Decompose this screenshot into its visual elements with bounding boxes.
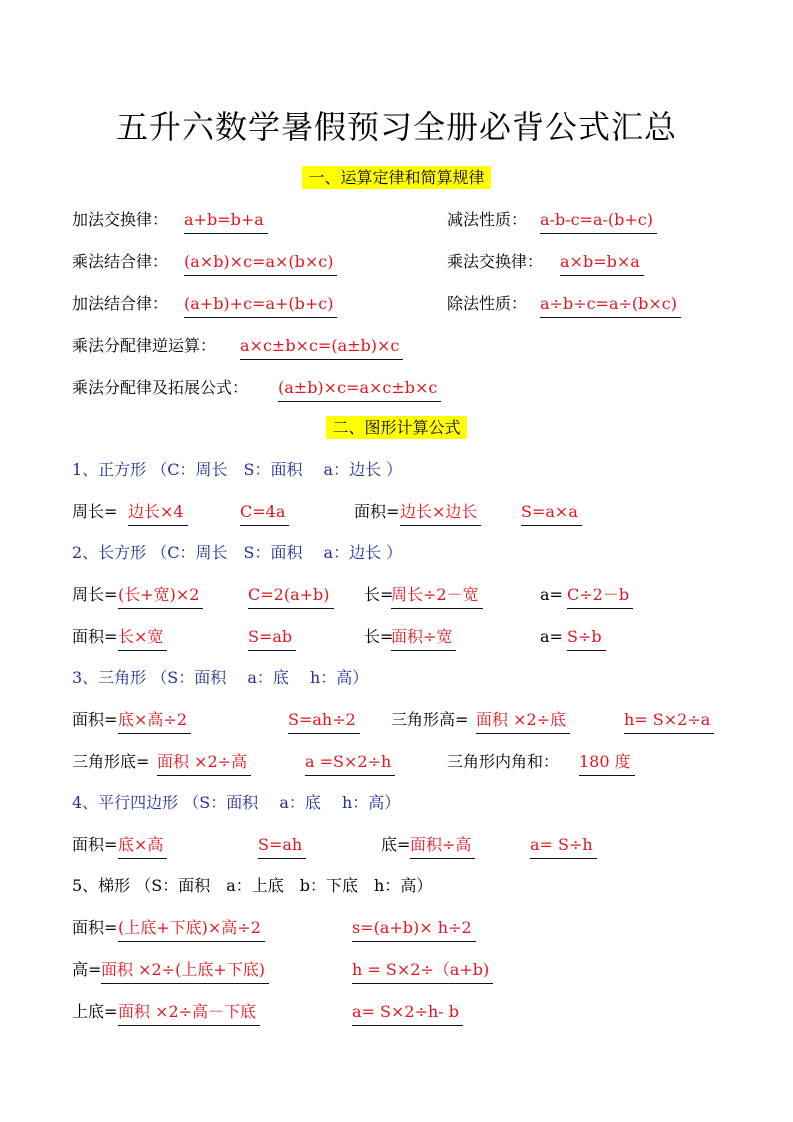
section-heading-shapes	[0, 416, 793, 440]
formula-label: 周长=	[72, 502, 118, 521]
formula-label: 三角形高=	[391, 710, 469, 729]
formula-symbol: h= S×2÷a	[624, 707, 714, 734]
formula-label: 面积=	[72, 835, 118, 854]
law-formula: a-b-c=a-(b+c)	[540, 207, 657, 234]
formula-row	[0, 749, 793, 775]
law-label: 减法性质：	[447, 210, 528, 229]
formula-text: 面积÷宽	[391, 624, 456, 651]
formula-symbol: S=ab	[248, 624, 296, 651]
shape-header-square	[0, 457, 793, 483]
formula-text: 面积 ×2÷(上底+下底)	[101, 957, 269, 984]
formula-label: 三角形底=	[72, 752, 150, 771]
formula-label: 高=	[72, 960, 102, 979]
formula-symbol: h = S×2÷（a+b)	[352, 957, 493, 984]
law-label: 乘法分配律及拓展公式：	[72, 378, 249, 397]
formula-row	[0, 915, 793, 941]
law-formula: a+b=b+a	[184, 207, 268, 234]
formula-symbol: S=ah	[258, 832, 306, 859]
law-row	[0, 249, 793, 275]
formula-label: 面积=	[72, 710, 118, 729]
formula-label: a=	[540, 627, 563, 646]
formula-symbol: s=(a+b)× h÷2	[352, 915, 476, 942]
law-label: 加法交换律：	[72, 210, 169, 229]
formula-symbol: S=ah÷2	[288, 707, 360, 734]
formula-label: 长=	[364, 585, 394, 604]
formula-row	[0, 624, 793, 650]
formula-label: 上底=	[72, 1002, 118, 1021]
formula-symbol: C÷2－b	[567, 582, 633, 609]
formula-symbol: S=a×a	[521, 499, 582, 526]
formula-text: 底×高÷2	[118, 707, 191, 734]
formula-text: 底×高	[118, 832, 167, 859]
law-row	[0, 291, 793, 317]
formula-text: 长×宽	[118, 624, 167, 651]
formula-row	[0, 582, 793, 608]
law-formula: a÷b÷c=a÷(b×c)	[540, 291, 681, 318]
shape-header-trapezoid	[0, 873, 793, 899]
formula-symbol: C=4a	[240, 499, 289, 526]
shape-header-triangle	[0, 665, 793, 691]
law-formula: (a+b)+c=a+(b+c)	[184, 291, 337, 318]
formula-text: 面积÷高	[410, 832, 475, 859]
law-label: 加法结合律：	[72, 294, 169, 313]
formula-text: 面积 ×2÷高	[157, 749, 251, 776]
law-label: 乘法分配律逆运算：	[72, 336, 217, 355]
formula-label: 面积=	[354, 502, 400, 521]
formula-row	[0, 499, 793, 525]
formula-symbol: a= S×2÷h- b	[352, 999, 463, 1026]
shape-header-rectangle	[0, 540, 793, 566]
formula-text: 边长×边长	[400, 499, 481, 526]
formula-symbol: C=2(a+b)	[248, 582, 334, 609]
formula-text: (长+宽)×2	[118, 582, 203, 609]
shape-header-text: 1、正方形 （C：周长 S：面积 a：边长 ）	[72, 460, 403, 479]
formula-text: 周长÷2－宽	[391, 582, 483, 609]
formula-row	[0, 999, 793, 1025]
formula-symbol: S÷b	[567, 624, 606, 651]
formula-label: 三角形内角和：	[447, 752, 560, 771]
law-formula: a×c±b×c=(a±b)×c	[240, 333, 403, 360]
shape-header-text: 5、梯形 （S：面积 a：上底 b：下底 h：高）	[72, 876, 433, 895]
formula-label: 面积=	[72, 627, 118, 646]
page-title: 五升六数学暑假预习全册必背公式汇总	[115, 108, 677, 146]
formula-label: 长=	[364, 627, 394, 646]
formula-row	[0, 832, 793, 858]
section-heading-laws	[0, 166, 793, 190]
section-heading-text: 二、图形计算公式	[326, 416, 466, 439]
formula-text: 边长×4	[128, 499, 188, 526]
law-label: 乘法结合律：	[72, 252, 169, 271]
formula-row	[0, 707, 793, 733]
shape-header-parallelogram	[0, 790, 793, 816]
formula-label: 底=	[381, 835, 411, 854]
formula-row	[0, 957, 793, 983]
formula-text: (上底+下底)×高÷2	[118, 915, 265, 942]
law-label: 除法性质：	[447, 294, 528, 313]
law-row	[0, 333, 793, 359]
formula-symbol: a =S×2÷h	[305, 749, 395, 776]
formula-symbol: a= S÷h	[530, 832, 597, 859]
formula-text: 面积 ×2÷高－下底	[118, 999, 260, 1026]
shape-header-text: 4、平行四边形 （S：面积 a：底 h：高）	[72, 793, 401, 812]
shape-header-text: 3、三角形 （S：面积 a：底 h：高）	[72, 668, 369, 687]
law-formula: (a±b)×c=a×c±b×c	[278, 375, 441, 402]
formula-text: 180 度	[579, 749, 635, 776]
formula-label: 周长=	[72, 585, 118, 604]
law-formula: a×b=b×a	[560, 249, 644, 276]
law-label: 乘法交换律：	[447, 252, 544, 271]
law-row	[0, 207, 793, 233]
shape-header-text: 2、长方形 （C：周长 S：面积 a：边长 ）	[72, 543, 403, 562]
section-heading-text: 一、运算定律和简算规律	[302, 166, 490, 189]
formula-label: a=	[540, 585, 563, 604]
formula-label: 面积=	[72, 918, 118, 937]
formula-text: 面积 ×2÷底	[476, 707, 570, 734]
law-formula: (a×b)×c=a×(b×c)	[184, 249, 337, 276]
law-row	[0, 375, 793, 401]
